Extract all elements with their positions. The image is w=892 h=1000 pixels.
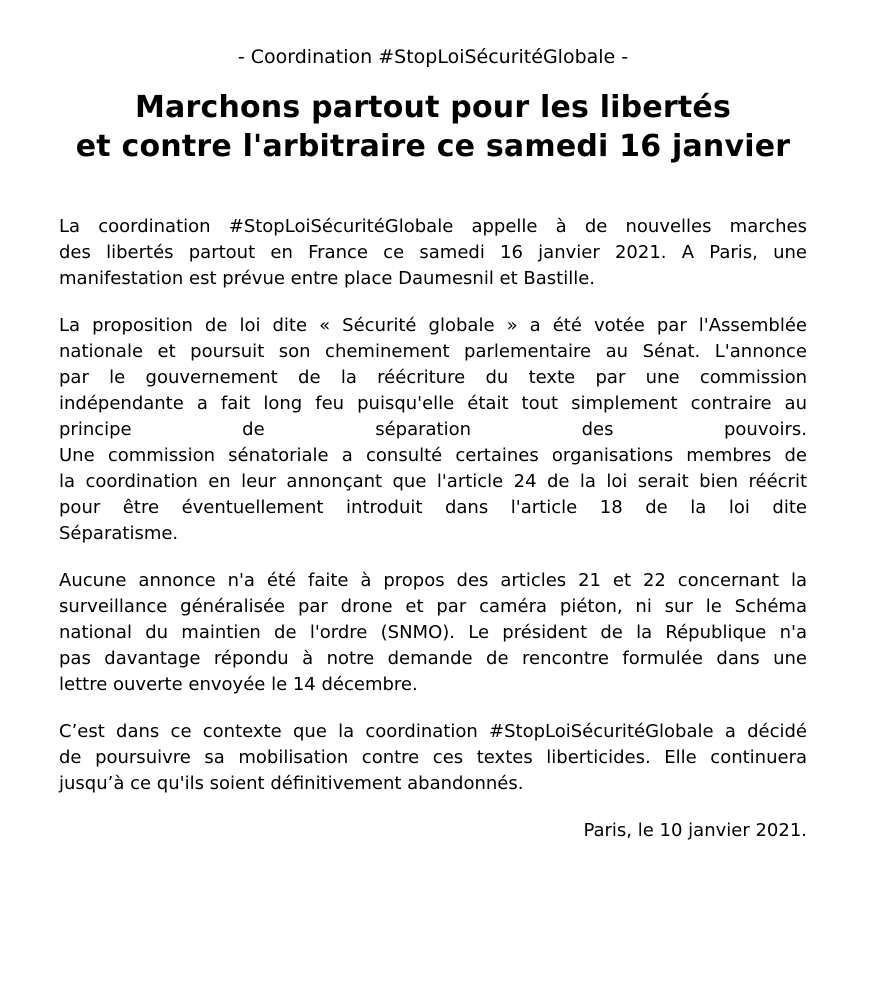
organization-line: - Coordination #StopLoiSécuritéGlobale - [237, 46, 629, 68]
text-line: par le gouvernement de la réécriture du texte par une commission [59, 367, 807, 388]
paragraph-p4 [59, 719, 807, 797]
text-line: pas davantage répondu à notre demande de rencontre formulée dans une [59, 648, 807, 669]
text-line: surveillance généralisée par drone et par caméra piéton, ni sur le Schéma [59, 596, 807, 617]
document-title [59, 88, 807, 166]
paragraph-p1 [59, 214, 807, 292]
text-line: Séparatisme. [59, 523, 179, 544]
paragraph-p3 [59, 568, 807, 698]
text-line: La coordination #StopLoiSécuritéGlobale appelle à de nouvelles marches [59, 216, 807, 237]
text-line: C’est dans ce contexte que la coordination #StopLoiSécuritéGlobale a décidé [59, 721, 807, 742]
document-content [59, 45, 807, 844]
text-line: lettre ouverte envoyée le 14 décembre. [59, 674, 418, 695]
text-line: des libertés partout en France ce samedi 16 janvier 2021. A Paris, une [59, 242, 807, 263]
text-line: de poursuivre sa mobilisation contre ces textes liberticides. Elle continuera [59, 747, 807, 768]
title-line-2: et contre l'arbitraire ce samedi 16 janvier [75, 129, 791, 164]
text-line: La proposition de loi dite « Sécurité globale » a été votée par l'Assemblée [59, 315, 807, 336]
paragraphs [59, 214, 807, 797]
text-line: jusqu’à ce qu'ils soient définitivement abandonnés. [59, 773, 524, 794]
text-line: principe de séparation des pouvoirs. [59, 419, 807, 440]
signature-dateline: Paris, le 10 janvier 2021. [583, 820, 807, 841]
paragraph-p2 [59, 313, 807, 547]
title-line-1: Marchons partout pour les libertés [134, 90, 732, 125]
text-line: la coordination en leur annonçant que l'article 24 de la loi serait bien réécrit [59, 471, 807, 492]
text-line: indépendante a fait long feu puisqu'elle était tout simplement contraire au [59, 393, 807, 414]
text-line: nationale et poursuit son cheminement parlementaire au Sénat. L'annonce [59, 341, 807, 362]
text-line: pour être éventuellement introduit dans l'article 18 de la loi dite [59, 497, 807, 518]
text-line: Aucune annonce n'a été faite à propos des articles 21 et 22 concernant la [59, 570, 807, 591]
text-line: Une commission sénatoriale a consulté certaines organisations membres de [59, 445, 807, 466]
text-line: manifestation est prévue entre place Daumesnil et Bastille. [59, 268, 596, 289]
text-line: national du maintien de l'ordre (SNMO). Le président de la République n'a [59, 622, 807, 643]
